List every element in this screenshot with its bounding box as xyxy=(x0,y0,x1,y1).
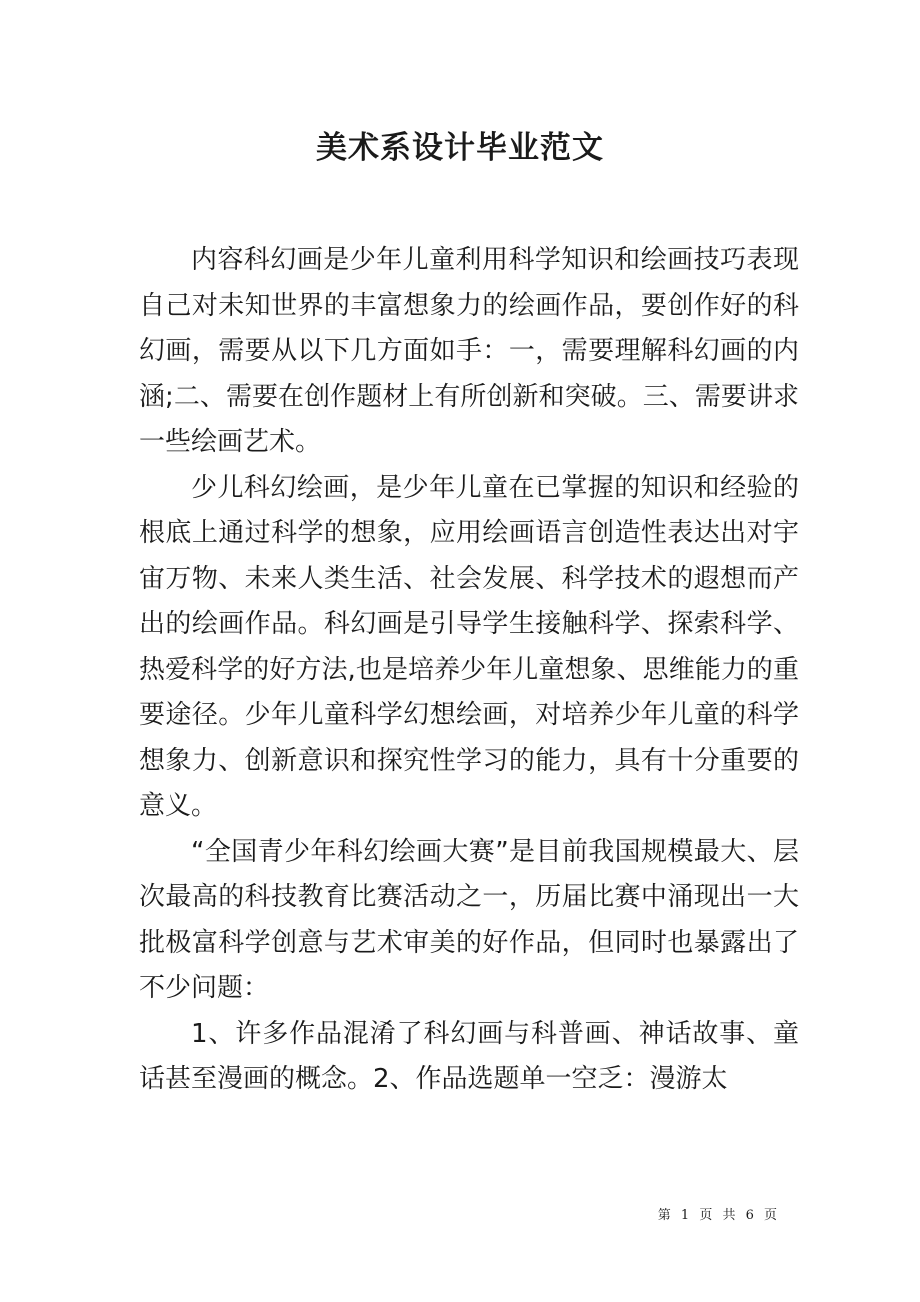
document-title: 美术系设计毕业范文 xyxy=(316,130,604,166)
paragraph-definition: 少儿科幻绘画，是少年儿童在已掌握的知识和经验的根底上通过科学的想象，应用绘画语言创造性表达出对宇宙万物、未来人类生活、社会发展、科学技术的遐想而产出的绘画作品。科幻画是引导学生接触科学、探索科学、热爱科学的好方法,也是培养少年儿童想象、思维能力的重要途径。少年儿童科学幻想绘画，对培养少年儿童的科学想象力、创新意识和探究性学习的能力，具有十分重要的意义。 xyxy=(139,472,799,821)
paragraph-intro: 内容科幻画是少年儿童利用科学知识和绘画技巧表现自己对未知世界的丰富想象力的绘画作品，要创作好的科幻画，需要从以下几方面如手：一，需要理解科幻画的内涵;二、需要在创作题材上有所创新和突破。三、需要讲求一些绘画艺术。 xyxy=(139,245,799,457)
document-body xyxy=(139,238,799,1103)
paragraph-problems: 1、许多作品混淆了科幻画与科普画、神话故事、童话甚至漫画的概念。2、作品选题单一空乏：漫游太 xyxy=(139,1018,799,1094)
paragraph-competition: “全国青少年科幻绘画大赛”是目前我国规模最大、层次最高的科技教育比赛活动之一，历届比赛中涌现出一大批极富科学创意与艺术审美的好作品，但同时也暴露出了不少问题： xyxy=(139,836,799,1003)
page-number: 第 1 页 共 6 页 xyxy=(657,1208,780,1223)
